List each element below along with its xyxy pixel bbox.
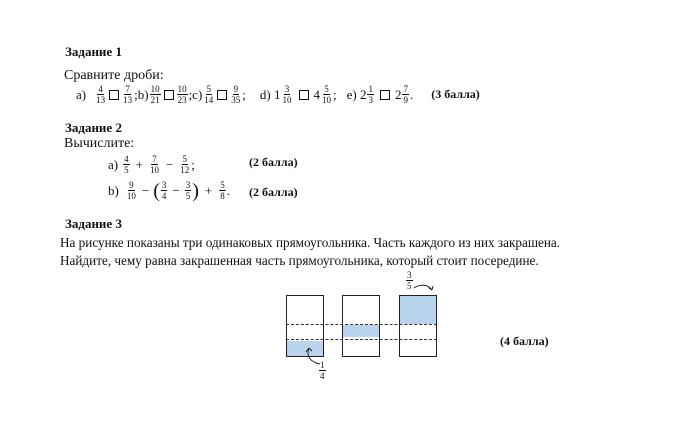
task2-b-fraction-2: $\frac{3}{4}$ [161, 180, 167, 201]
middle-rectangle [342, 295, 380, 357]
task2-instruction: Вычислите: [64, 136, 135, 151]
task1-label-c: ;c) [188, 86, 203, 102]
task1-label-a: а) [76, 86, 87, 102]
task3-text-line-2: Найдите, чему равна закрашенная часть прямоугольника, который стоит посередине. [60, 253, 539, 268]
right-label-arrow [412, 282, 442, 302]
task2-b-fraction-4: $\frac{5}{8}$ [220, 180, 225, 201]
task2-b-paren-close: ) [192, 179, 199, 202]
task2-a-points: (2 балла) [249, 155, 298, 169]
right-label-fraction: $\frac{3}{5}$ [407, 270, 412, 291]
left-label-fraction: $\frac{1}{4}$ [320, 360, 325, 381]
task2-a-op-2: − [165, 156, 174, 172]
task2-label-a: а) [108, 156, 119, 172]
task1-d-fraction-2: $\frac{5}{10}$ [322, 84, 331, 105]
task1-e-fraction-1: $\frac{1}{3}$ [368, 84, 373, 105]
task2-a-end: ; [191, 156, 195, 172]
task2-label-b: b) [108, 182, 119, 198]
task1-e-fraction-2: $\frac{7}{9}$ [403, 84, 408, 105]
task1-e-end: . [409, 86, 414, 102]
task2-b-op-1: − [141, 182, 150, 198]
task1-c-end: ; [242, 86, 246, 102]
task1-title: Задание 1 [65, 44, 122, 59]
task2-expression-a [108, 154, 195, 175]
task2-a-fraction-2: $\frac{7}{10}$ [149, 154, 159, 175]
task2-b-end: . [226, 182, 230, 198]
task1-e-compare-box [380, 90, 390, 100]
task1-a-compare-box [109, 90, 119, 100]
task1-a-fraction-1: $\frac{4}{13}$ [96, 84, 106, 105]
task1-label-b: ;b) [134, 86, 149, 102]
task2-b-paren-open: ( [153, 179, 160, 202]
task1-points: (3 балла) [431, 87, 480, 101]
dashed-guide-upper [286, 324, 437, 325]
task2-b-op-2: − [172, 182, 180, 198]
task2-title: Задание 2 [65, 120, 122, 135]
task1-label-d: d) 1 [259, 86, 281, 102]
task1-d-end: ; [333, 86, 337, 102]
task1-b-fraction-2: $\frac{10}{23}$ [177, 84, 187, 105]
task1-b-fraction-1: $\frac{10}{21}$ [150, 84, 160, 105]
task1-label-e: е) 2 [346, 86, 367, 102]
right-rectangle [399, 295, 437, 357]
task1-expression [76, 84, 480, 105]
task1-d-compare-box [299, 90, 309, 100]
task2-a-op-1: + [135, 156, 143, 172]
task2-a-fraction-1: $\frac{4}{5}$ [124, 154, 129, 175]
task1-instruction: Сравните дроби: [64, 68, 164, 83]
task3-text-line-1: На рисунке показаны три одинаковых прямоугольника. Часть каждого из них закрашена. [60, 235, 561, 250]
task2-expression-b [108, 180, 230, 201]
left-label-arrow [300, 338, 330, 370]
task2-a-fraction-3: $\frac{5}{12}$ [180, 154, 190, 175]
task2-b-fraction-1: $\frac{9}{10}$ [126, 180, 136, 201]
task1-d-whole-2: 4 [313, 86, 320, 102]
task1-e-whole-2: 2 [394, 86, 402, 102]
middle-rectangle-shaded-part [343, 325, 379, 337]
task2-b-op-3: + [204, 182, 213, 198]
task2-b-fraction-3: $\frac{3}{5}$ [185, 180, 191, 201]
task3-title: Задание 3 [65, 216, 122, 231]
task1-b-compare-box [164, 90, 174, 100]
task1-d-fraction-1: $\frac{3}{10}$ [282, 84, 292, 105]
task3-points: (4 балла) [500, 334, 549, 348]
task2-b-points: (2 балла) [249, 185, 298, 199]
task1-c-compare-box [217, 90, 227, 100]
task1-c-fraction-1: $\frac{5}{14}$ [204, 84, 214, 105]
task1-c-fraction-2: $\frac{9}{35}$ [231, 84, 241, 105]
task1-a-fraction-2: $\frac{7}{13}$ [123, 84, 133, 105]
